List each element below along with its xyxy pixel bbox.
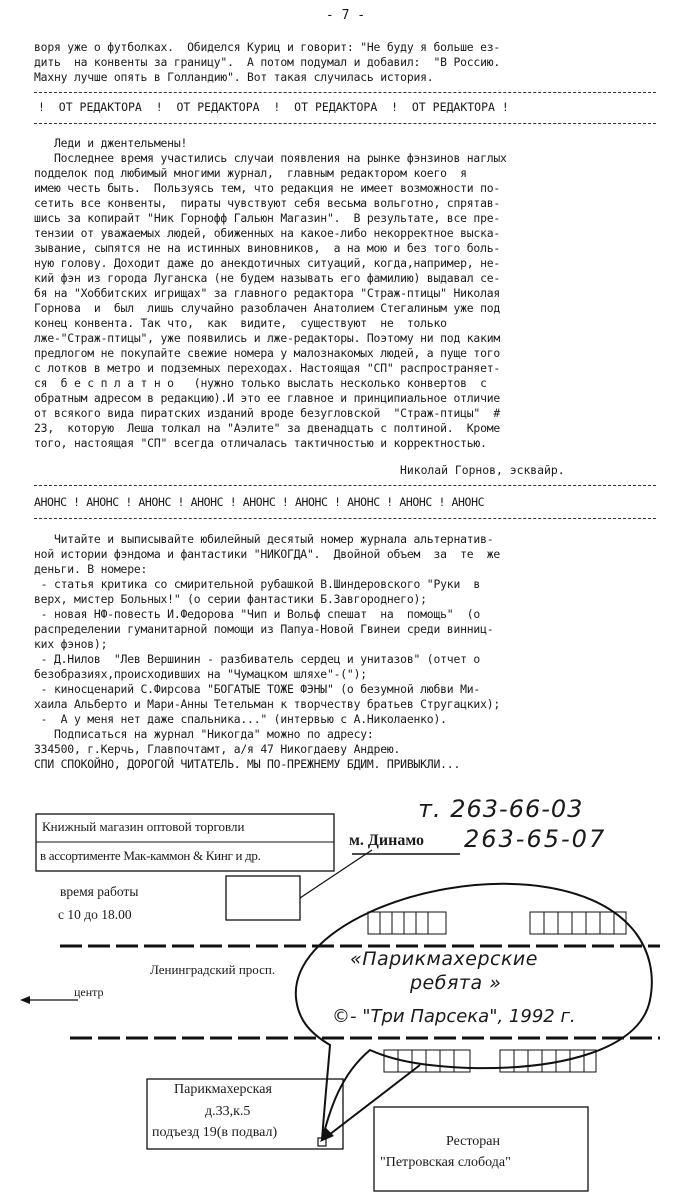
text-line: бя на "Хоббитских игрищах" за главного редактора "Страж-птицы" Николая xyxy=(34,286,501,300)
text-line: - новая НФ-повесть И.Федорова "Чип и Вольф спешат на помощь" (о xyxy=(34,607,481,621)
editor-signature: Николай Горнов, эсквайр. xyxy=(400,463,565,477)
text-line: кий фэн из города Луганска (не будем называть его фамилию) выдавал се- xyxy=(34,271,501,285)
working-hours-label: время работы xyxy=(60,884,139,899)
text-line: подделок под любимый многими журнал, главным редактором коего я xyxy=(34,166,467,180)
text-line: дить на конвенты за границу". А потом подумал и добавил: "В Россию. xyxy=(34,55,501,69)
text-line: 23, которую Леша толкал на "Аэлите" за двенадцать с полтиной. Кроме xyxy=(34,421,501,435)
text-line: СПИ СПОКОЙНО, ДОРОГОЙ ЧИТАТЕЛЬ. МЫ ПО-ПРЕЖНЕМУ БДИМ. ПРИВЫКЛИ... xyxy=(34,757,461,771)
text-line: Подписаться на журнал "Никогда" можно по адресу: xyxy=(34,727,374,741)
text-line: - А у меня нет даже спальника..." (интервью с А.Николаенко). xyxy=(34,712,447,726)
text-line: имею честь быть. Пользуясь тем, что редакция не имеет возможности по- xyxy=(34,181,501,195)
text-line: с лотков в метро и подземных переходах. Настоящая "СП" распространяет- xyxy=(34,361,501,375)
text-line: распределении гуманитарной помощи из Папуа-Новой Гвинеи среди винниц- xyxy=(34,622,494,636)
text-line: ких фэнов); xyxy=(34,637,108,651)
bubble-title-line1: «Парикмахерские xyxy=(350,948,538,970)
text-line: хаила Альберто и Мари-Анны Тетельман к творчеству братьев Стругацких); xyxy=(34,697,501,711)
text-line: деньги. В номере: xyxy=(34,562,148,576)
salon-entrance: подъезд 19(в подвал) xyxy=(152,1125,278,1140)
bubble-title-line2: ребята » xyxy=(410,972,502,994)
text-line: лже-"Страж-птицы", уже появились и лже-редакторы. Поэтому ни под каким xyxy=(34,331,501,345)
text-line: верх, мистер Больных!" (о серии фантастики Б.Завгороднего); xyxy=(34,592,427,606)
text-line: - статья критика со смирительной рубашкой В.Шиндеровского "Руки в xyxy=(34,577,481,591)
restaurant-label: Ресторан xyxy=(446,1134,501,1149)
text-line: конец конвента. Так что, как видите, существуют не только xyxy=(34,316,447,330)
text-line: зывание, сыпятся не на истинных виновников, а на мою и без того боль- xyxy=(34,241,501,255)
editor-section-banner: ! ОТ РЕДАКТОРА ! ОТ РЕДАКТОРА ! ОТ РЕДАКТОРА ! ОТ РЕДАКТОРА ! xyxy=(38,100,509,114)
phone-number-1: т. 263-66-03 xyxy=(418,795,584,823)
text-line: Последнее время участились случаи появления на рынке фэнзинов наглых xyxy=(34,151,507,165)
text-line: ной истории фэндома и фантастики "НИКОГДА". Двойной объем за те же xyxy=(34,547,501,561)
text-line: Горнова и был лишь случайно разоблачен Анатолием Стегалиным уже под xyxy=(34,301,501,315)
text-line: предлогом не покупайте свежие номера у малознакомых людей, а пуще того xyxy=(34,346,501,360)
salon-address: д.33,к.5 xyxy=(205,1104,251,1119)
text-line: 334500, г.Керчь, Главпочтамт, а/я 47 Никогдаеву Андрею. xyxy=(34,742,401,756)
text-line: тензии от уважаемых людей, обиженных на какое-либо некорректное выска- xyxy=(34,226,501,240)
street-label: Ленинградский просп. xyxy=(150,962,276,977)
metro-station-label: м. Динамо xyxy=(349,832,425,849)
text-line: - киносценарий С.Фирсова "БОГАТЫЕ ТОЖЕ ФЭНЫ" (о безумной любви Ми- xyxy=(34,682,481,696)
text-line: шись за копирайт "Ник Горнофф Гальюн Магазин". В результате, все пре- xyxy=(34,211,501,225)
announce-section-banner: АНОНС ! АНОНС ! АНОНС ! АНОНС ! АНОНС ! АНОНС ! АНОНС ! АНОНС ! АНОНС xyxy=(34,495,485,509)
bubble-copyright: ©- "Три Парсека", 1992 г. xyxy=(332,1006,576,1027)
phone-number-2: 263-65-07 xyxy=(464,825,607,853)
text-line: обратным адресом в редакцию).И это ее главное и принципиальное отличие xyxy=(34,391,501,405)
text-line: того, настоящая "СП" всегда отличалась тактичностью и корректностью. xyxy=(34,436,487,450)
text-line: Леди и джентельмены! xyxy=(34,136,188,150)
shop-sign-line1: Книжный магазин оптовой торговли xyxy=(42,819,245,834)
text-line: сетить все конвенты, пираты чувствуют себя весьма вольготно, спрятав- xyxy=(34,196,501,210)
text-line: Читайте и выписывайте юбилейный десятый номер журнала альтернатив- xyxy=(34,532,494,546)
text-line: ся б е с п л а т н о (нужно только выслать несколько конвертов с xyxy=(34,376,487,390)
restaurant-name: "Петровская слобода" xyxy=(380,1155,511,1170)
text-line: - Д.Нилов "Лев Вершинин - разбиватель сердец и унитазов" (отчет о xyxy=(34,652,481,666)
center-direction-label: центр xyxy=(74,985,104,999)
text-line: воря уже о футболках. Обиделся Куриц и говорит: "Не буду я больше ез- xyxy=(34,40,501,54)
working-hours-value: с 10 до 18.00 xyxy=(58,907,132,922)
text-line: Махну лучше опять в Голландию". Вот такая случилась история. xyxy=(34,70,434,84)
text-line: от всякого вида пиратских изданий вроде безугловской "Страж-птицы" # xyxy=(34,406,501,420)
shop-sign-line2: в ассортименте Мак-каммон & Кинг и др. xyxy=(40,848,261,863)
text-line: ную голову. Доходит даже до анекдотичных ситуаций, когда,например, не- xyxy=(34,256,501,270)
page-number: - 7 - xyxy=(325,8,366,23)
text-line: безобразиях,происходивших на "Чумацком шляхе"-("); xyxy=(34,667,367,681)
salon-name: Парикмахерская xyxy=(174,1082,272,1097)
